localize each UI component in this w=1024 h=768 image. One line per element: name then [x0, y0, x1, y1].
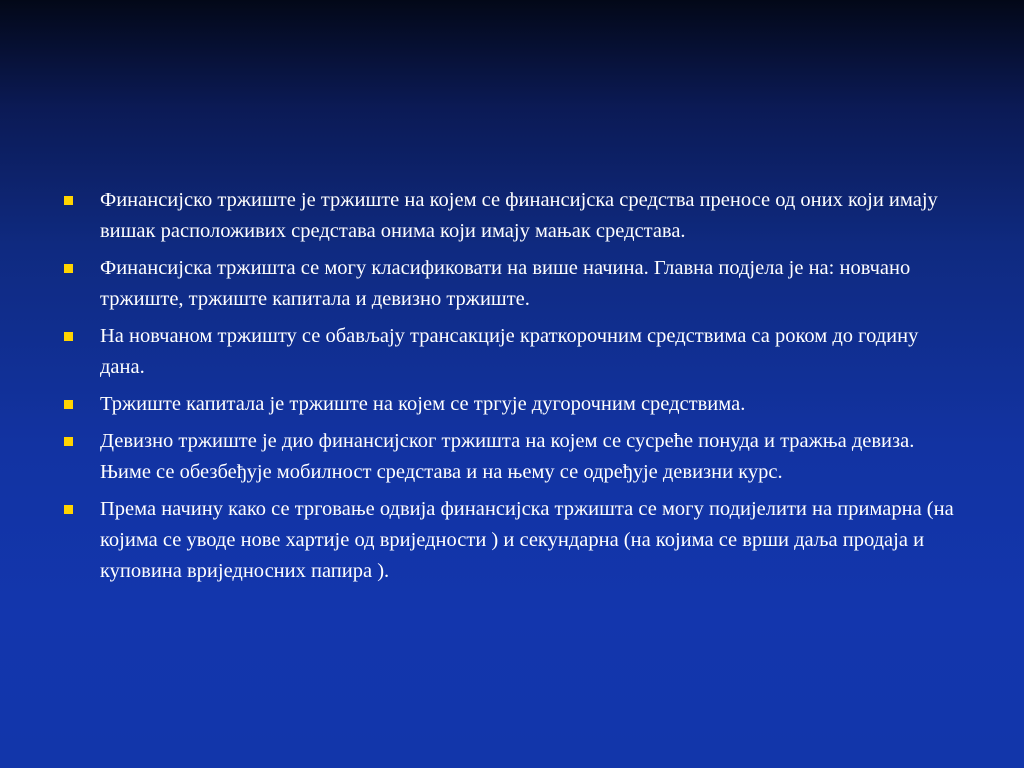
bullet-item — [60, 426, 965, 488]
square-bullet-icon — [64, 332, 73, 341]
bullet-item — [60, 185, 965, 247]
bullet-text: На новчаном тржишту се обављају трансакције краткорочним средствима са роком до годину дана. — [100, 325, 919, 378]
bullet-text: Према начину како се трговање одвија финансијска тржишта се могу подијелити на примарна (на којима се уводе нове хартије од вриједности ) и секундарна (на којима се врши даља продаја и куповина вриједносних папира ). — [100, 498, 954, 582]
bullet-text: Тржиште капитала је тржиште на којем се тргује дугорочним средствима. — [100, 393, 746, 415]
square-bullet-icon — [64, 264, 73, 273]
bullet-item — [60, 494, 965, 587]
square-bullet-icon — [64, 400, 73, 409]
bullet-text: Девизно тржиште је дио финансијског тржишта на којем се сусреће понуда и тражња девиза. Њиме се обезбеђује мобилност средстава и на њему се одређује девизни курс. — [100, 430, 915, 483]
bullet-list — [60, 185, 965, 593]
square-bullet-icon — [64, 437, 73, 446]
bullet-item — [60, 389, 965, 420]
square-bullet-icon — [64, 505, 73, 514]
bullet-text: Финансијско тржиште је тржиште на којем се финансијска средства преносе од оних који имају вишак расположивих средстава онима који имају мањак средстава. — [100, 189, 938, 242]
bullet-item — [60, 321, 965, 383]
bullet-item — [60, 253, 965, 315]
bullet-text: Финансијска тржишта се могу класификовати на више начина. Главна подјела је на: новчано тржиште, тржиште капитала и девизно тржиште. — [100, 257, 911, 310]
square-bullet-icon — [64, 196, 73, 205]
